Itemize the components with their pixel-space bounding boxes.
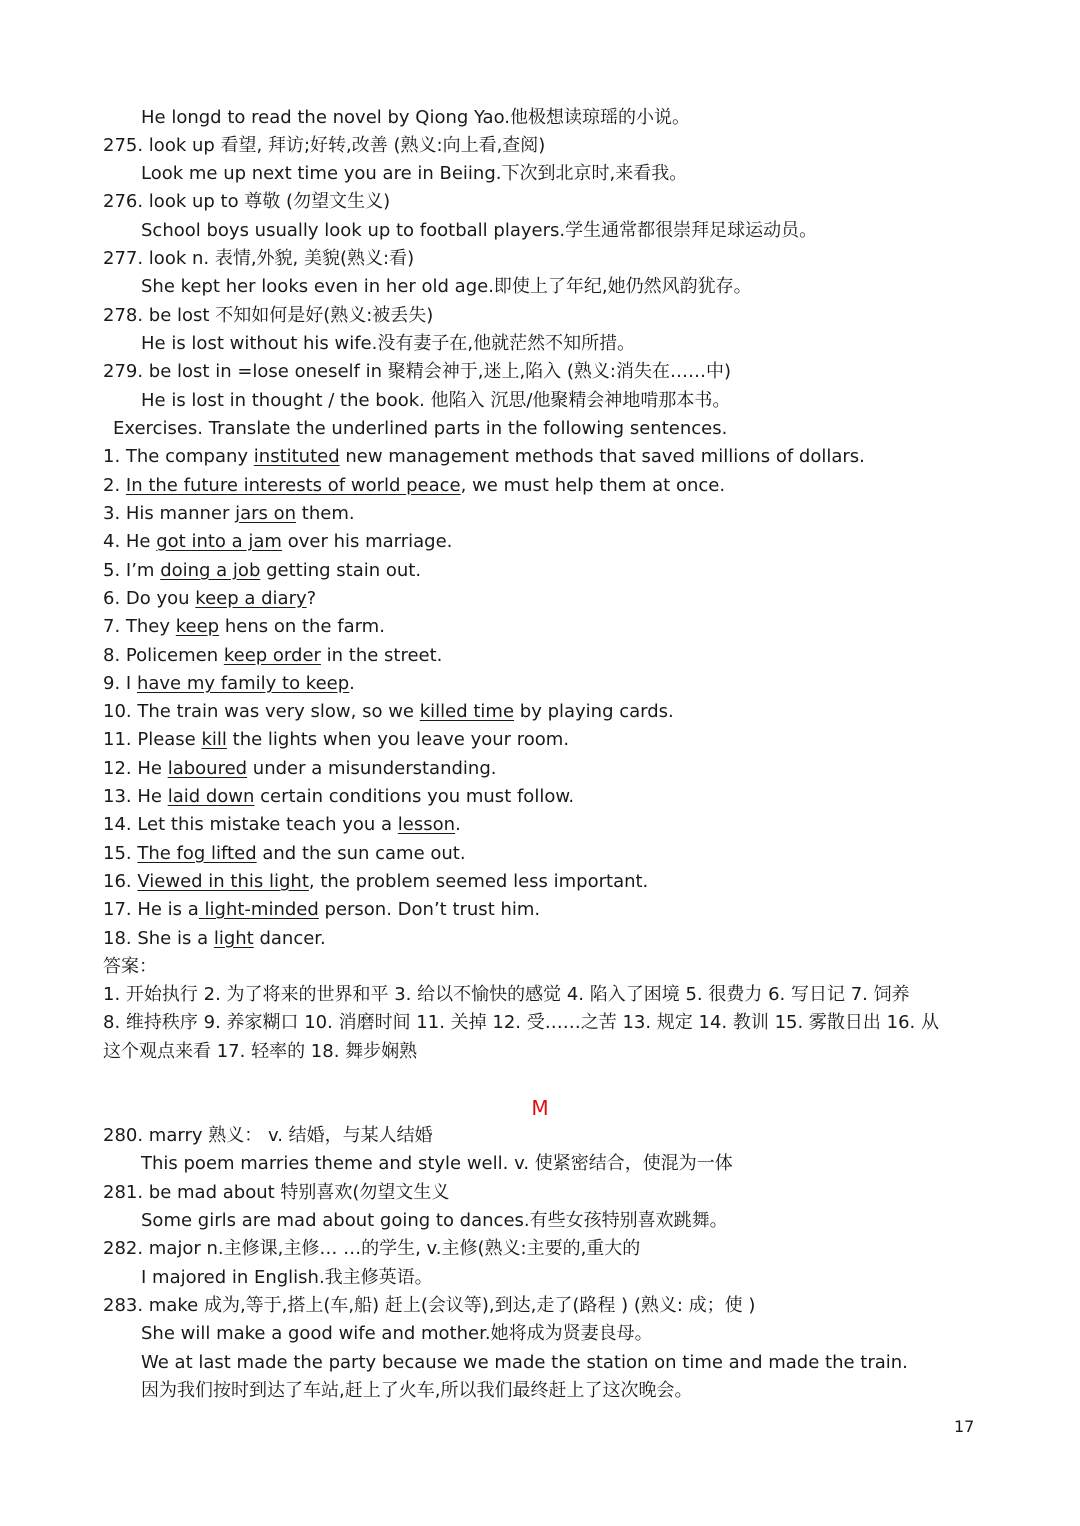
exercise-item: 8. Policemen keep order in the street. bbox=[103, 645, 443, 666]
answers-line: 这个观点来看 17. 轻率的 18. 舞步娴熟 bbox=[103, 1041, 418, 1062]
example-sentence: Some girls are mad about going to dances.有些女孩特别喜欢跳舞。 bbox=[141, 1210, 728, 1231]
underlined-phrase: keep bbox=[175, 616, 220, 637]
example-sentence: School boys usually look up to football players.学生通常都很崇拜足球运动员。 bbox=[141, 220, 818, 241]
underlined-phrase: lesson bbox=[397, 814, 456, 835]
underlined-phrase: got into a jam bbox=[156, 531, 282, 552]
answers-line: 8. 维持秩序 9. 养家糊口 10. 消磨时间 11. 关掉 12. 受……之苦 13. 规定 14. 教训 15. 雾散日出 16. 从 bbox=[103, 1012, 939, 1033]
underlined-phrase: laid down bbox=[167, 786, 255, 807]
exercise-item: 11. Please kill the lights when you leave your room. bbox=[103, 729, 570, 750]
exercise-item: 6. Do you keep a diary? bbox=[103, 588, 317, 609]
exercise-item: 17. He is a light-minded person. Don’t trust him. bbox=[103, 899, 541, 920]
example-sentence: She kept her looks even in her old age.即使上了年纪,她仍然风韵犹存。 bbox=[141, 276, 752, 297]
underlined-phrase: light bbox=[213, 928, 254, 949]
underlined-phrase: light-minded bbox=[198, 899, 319, 920]
underlined-phrase: keep order bbox=[223, 645, 321, 666]
underlined-phrase: In the future interests of world peace bbox=[125, 475, 461, 496]
underlined-phrase: doing a job bbox=[160, 560, 261, 581]
exercise-item: 10. The train was very slow, so we killed time by playing cards. bbox=[103, 701, 674, 722]
answers-line: 1. 开始执行 2. 为了将来的世界和平 3. 给以不愉快的感觉 4. 陷入了困境 5. 很费力 6. 写日记 7. 饲养 bbox=[103, 984, 910, 1005]
example-translation: 因为我们按时到达了车站,赶上了火车,所以我们最终赶上了这次晚会。 bbox=[141, 1380, 693, 1401]
underlined-phrase: laboured bbox=[167, 758, 248, 779]
exercise-item: 5. I’m doing a job getting stain out. bbox=[103, 560, 422, 581]
entry-280: 280. marry 熟义： v. 结婚，与某人结婚 bbox=[103, 1125, 433, 1146]
example-sentence: Look me up next time you are in Beiing.下次到北京时,来看我。 bbox=[141, 163, 688, 184]
exercise-item: 7. They keep hens on the farm. bbox=[103, 616, 385, 637]
section-letter: M bbox=[531, 1096, 549, 1120]
underlined-phrase: instituted bbox=[253, 446, 340, 467]
exercise-item: 16. Viewed in this light, the problem seemed less important. bbox=[103, 871, 649, 892]
example-sentence: He is lost without his wife.没有妻子在,他就茫然不知所措。 bbox=[141, 333, 636, 354]
entry-278: 278. be lost 不知如何是好(熟义:被丢失) bbox=[103, 305, 434, 326]
underlined-phrase: keep a diary bbox=[195, 588, 307, 609]
entry-279: 279. be lost in =lose oneself in 聚精会神于,迷上,陷入 (熟义:消失在……中) bbox=[103, 361, 732, 382]
exercises-heading: Exercises. Translate the underlined parts in the following sentences. bbox=[113, 418, 728, 439]
entry-276: 276. look up to 尊敬 (勿望文生义) bbox=[103, 191, 391, 212]
exercise-item: 14. Let this mistake teach you a lesson. bbox=[103, 814, 461, 835]
entry-282: 282. major n.主修课,主修… …的学生, v.主修(熟义:主要的,重大的 bbox=[103, 1238, 641, 1259]
underlined-phrase: Viewed in this light bbox=[137, 871, 309, 892]
example-sentence: She will make a good wife and mother.她将成为贤妻良母。 bbox=[141, 1323, 653, 1344]
underlined-phrase: jars on bbox=[235, 503, 297, 524]
underlined-phrase: killed time bbox=[419, 701, 515, 722]
underlined-phrase: The fog lifted bbox=[137, 843, 257, 864]
exercise-item: 2. In the future interests of world peace, we must help them at once. bbox=[103, 475, 726, 496]
underlined-phrase: kill bbox=[201, 729, 227, 750]
exercise-item: 18. She is a light dancer. bbox=[103, 928, 326, 949]
exercise-item: 4. He got into a jam over his marriage. bbox=[103, 531, 453, 552]
answers-label: 答案： bbox=[103, 956, 157, 977]
entry-283: 283. make 成为,等于,搭上(车,船) 赶上(会议等),到达,走了(路程 ) (熟义: 成；使 ) bbox=[103, 1295, 756, 1316]
example-sentence: This poem marries theme and style well. v. 使紧密结合，使混为一体 bbox=[141, 1153, 733, 1174]
exercise-item: 12. He laboured under a misunderstanding. bbox=[103, 758, 497, 779]
example-sentence: He is lost in thought / the book. 他陷入 沉思/他聚精会神地啃那本书。 bbox=[141, 390, 731, 411]
underlined-phrase: have my family to keep bbox=[136, 673, 350, 694]
example-sentence: He longd to read the novel by Qiong Yao.他极想读琼瑶的小说。 bbox=[141, 107, 691, 128]
exercise-item: 15. The fog lifted and the sun came out. bbox=[103, 843, 466, 864]
exercise-item: 13. He laid down certain conditions you must follow. bbox=[103, 786, 575, 807]
example-sentence: We at last made the party because we made the station on time and made the train. bbox=[141, 1352, 908, 1373]
entry-281: 281. be mad about 特别喜欢(勿望文生义 bbox=[103, 1182, 450, 1203]
entry-277: 277. look n. 表情,外貌, 美貌(熟义:看) bbox=[103, 248, 415, 269]
page-number: 17 bbox=[954, 1417, 975, 1436]
exercise-item: 9. I have my family to keep. bbox=[103, 673, 355, 694]
exercise-item: 3. His manner jars on them. bbox=[103, 503, 355, 524]
entry-275: 275. look up 看望, 拜访;好转,改善 (熟义:向上看,查阅) bbox=[103, 135, 546, 156]
example-sentence: I majored in English.我主修英语。 bbox=[141, 1267, 433, 1288]
exercise-item: 1. The company instituted new management methods that saved millions of dollars. bbox=[103, 446, 865, 467]
